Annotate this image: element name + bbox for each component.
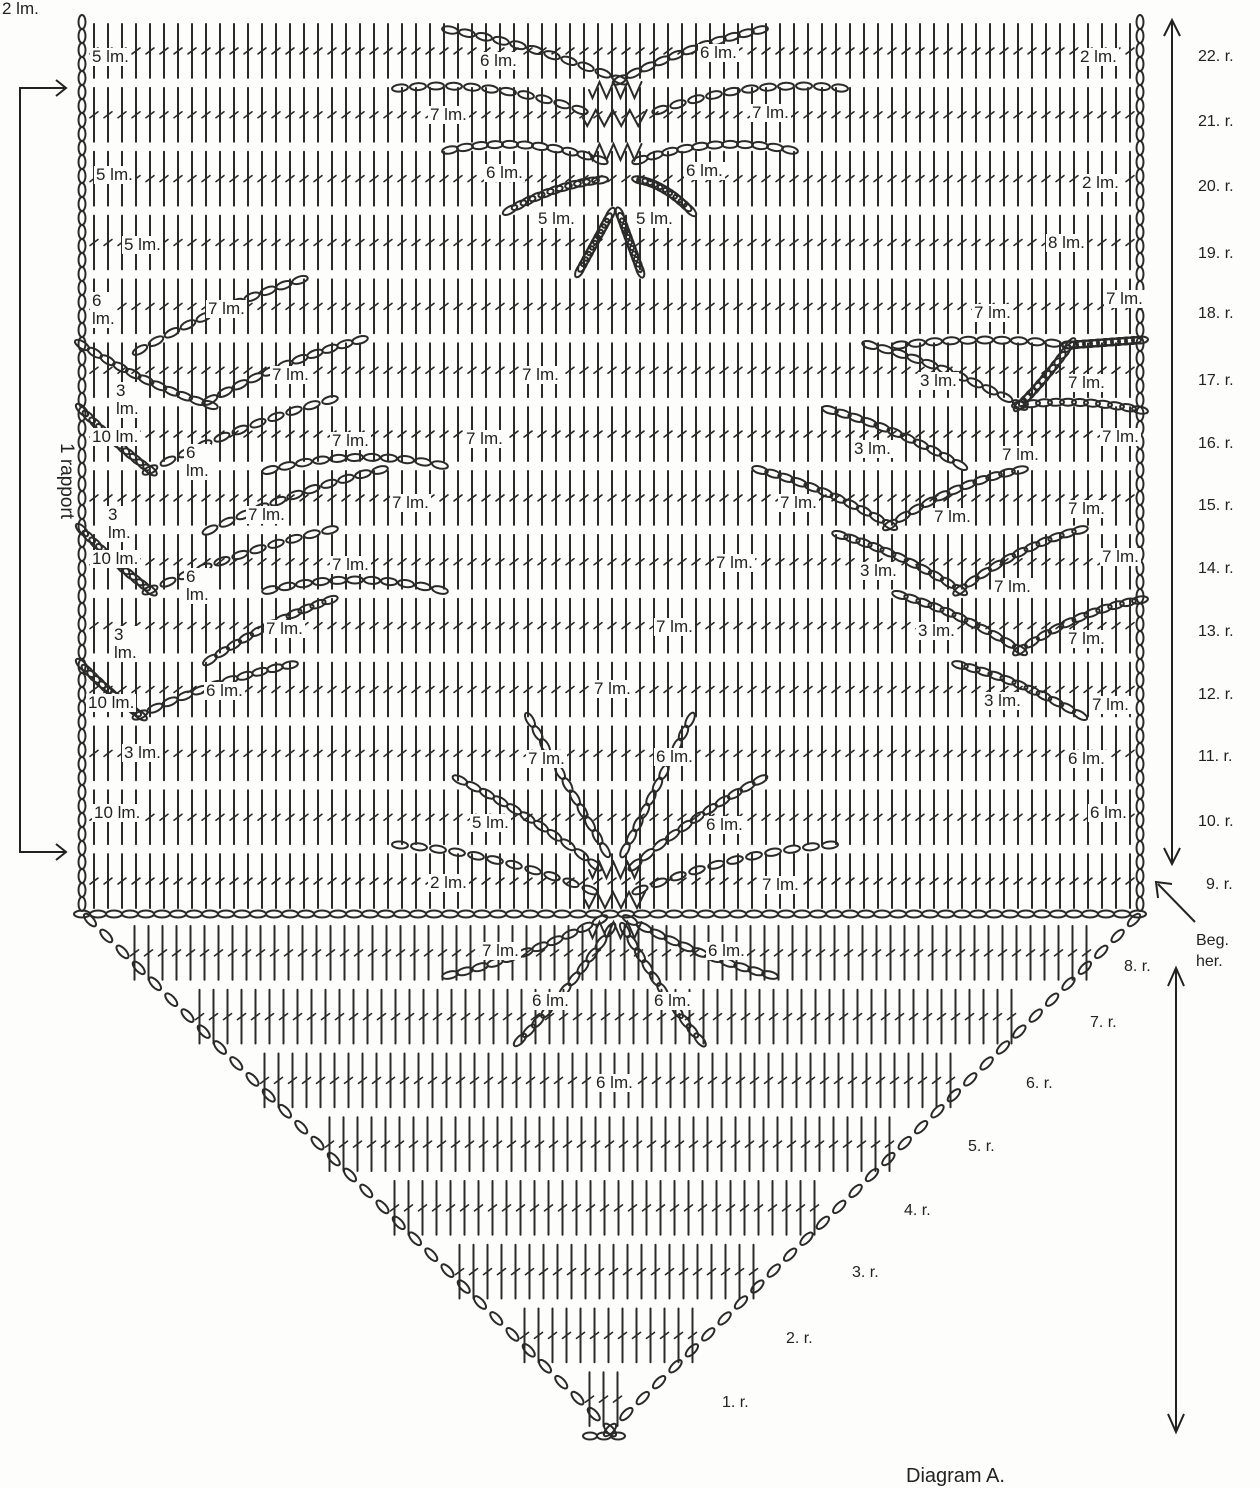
row-label: 14. r.	[1198, 560, 1234, 577]
chain-count-label: 6 lm.	[1090, 803, 1127, 822]
chain-count-label: 7 lm.	[528, 749, 565, 768]
row-label: 12. r.	[1198, 686, 1234, 703]
row-label: 13. r.	[1198, 623, 1234, 640]
chain-count-label: 3 lm.	[854, 439, 891, 458]
chain-count-label: 7 lm.	[430, 105, 467, 124]
chain-count-label: 6 lm.	[596, 1073, 633, 1092]
chain-count-label: 7 lm.	[482, 941, 519, 960]
chain-count-label: 7 lm.	[752, 103, 789, 122]
chain-count-label: 7 lm.	[1068, 499, 1105, 518]
chain-count-label: 6 lm.	[532, 991, 569, 1010]
row-label: 19. r.	[1198, 245, 1234, 262]
chain-count-label: 7 lm.	[1002, 445, 1039, 464]
chain-count-label: 6 lm.	[186, 443, 209, 480]
chain-count-label: 7 lm.	[974, 303, 1011, 322]
chain-count-label: 6 lm.	[206, 681, 243, 700]
row-label: 11. r.	[1198, 748, 1233, 765]
chain-count-label: 7 lm.	[522, 365, 559, 384]
row-label: 16. r.	[1198, 435, 1234, 452]
row-label: 7. r.	[1090, 1014, 1117, 1031]
chain-count-label: 10 lm.	[92, 427, 139, 446]
chain-count-label: 6 lm.	[92, 291, 115, 328]
chain-count-label: 7 lm.	[994, 577, 1031, 596]
chain-count-label: 7 lm.	[1102, 547, 1139, 566]
chain-count-label: 3 lm.	[116, 381, 139, 418]
row-label: 22. r.	[1198, 48, 1234, 65]
row-label: 20. r.	[1198, 178, 1234, 195]
chain-count-label: 3 lm.	[108, 505, 131, 542]
chain-count-label: 7 lm.	[1106, 289, 1143, 308]
row-label: 3. r.	[852, 1264, 879, 1281]
row-label: 2. r.	[786, 1330, 813, 1347]
begin-here-label: Beg. her.	[1196, 932, 1229, 970]
chain-count-label: 3 lm.	[920, 371, 957, 390]
chain-count-label: 7 lm.	[594, 679, 631, 698]
chain-count-label: 7 lm.	[762, 875, 799, 894]
row-label: 15. r.	[1198, 497, 1234, 514]
chain-count-label: 6 lm.	[486, 163, 523, 182]
row-label: 9. r.	[1206, 876, 1233, 893]
chain-count-label: 7 lm.	[208, 299, 245, 318]
row-label: 10. r.	[1198, 813, 1234, 830]
chain-count-label: 7 lm.	[248, 505, 285, 524]
chain-count-label: 2 lm.	[1080, 47, 1117, 66]
chain-count-label: 5 lm.	[538, 209, 575, 228]
row-label: 1. r.	[722, 1394, 749, 1411]
row-label: 21. r.	[1198, 113, 1234, 130]
chain-count-label: 7 lm.	[332, 555, 369, 574]
chain-count-label: 5 lm.	[472, 813, 509, 832]
chain-count-label: 8 lm.	[1048, 233, 1085, 252]
chain-count-label: 10 lm.	[92, 549, 139, 568]
chain-count-label: 7 lm.	[332, 431, 369, 450]
chain-count-label: 7 lm.	[716, 553, 753, 572]
row-label: 17. r.	[1198, 372, 1234, 389]
chain-count-label: 7 lm.	[392, 493, 429, 512]
chain-count-label: 3 lm.	[124, 743, 161, 762]
chain-count-label: 2 lm.	[1082, 173, 1119, 192]
chain-count-label: 6 lm.	[654, 991, 691, 1010]
chain-count-label: 3 lm.	[918, 621, 955, 640]
chain-count-label: 7 lm.	[780, 493, 817, 512]
chain-count-label: 6 lm.	[656, 747, 693, 766]
diagram-title: Diagram A.	[906, 1465, 1005, 1487]
chain-count-label: 7 lm.	[272, 365, 309, 384]
chain-count-label: 2 lm.	[430, 873, 467, 892]
chain-count-label: 3 lm.	[860, 561, 897, 580]
chain-count-label: 7 lm.	[656, 617, 693, 636]
chain-count-label: 6 lm.	[686, 161, 723, 180]
chain-count-label: 5 lm.	[96, 165, 133, 184]
chain-count-label: 5 lm.	[124, 235, 161, 254]
chain-count-label: 3 lm.	[984, 691, 1021, 710]
chain-count-label: 7 lm.	[466, 429, 503, 448]
chain-count-label: 7 lm.	[1068, 629, 1105, 648]
chain-count-label: 6 lm.	[1068, 749, 1105, 768]
chain-count-label: 6 lm.	[708, 941, 745, 960]
row-label: 8. r.	[1124, 958, 1151, 975]
chain-count-label: 5 lm.	[92, 47, 129, 66]
chain-count-label: 5 lm.	[636, 209, 673, 228]
row-label: 4. r.	[904, 1202, 931, 1219]
chain-count-label: 7 lm.	[1068, 373, 1105, 392]
row-label: 5. r.	[968, 1138, 995, 1155]
chain-count-label: 7 lm.	[1092, 695, 1129, 714]
chain-count-label: 3 lm.	[114, 625, 137, 662]
chain-count-label: 6 lm.	[700, 43, 737, 62]
chain-count-label: 6 lm.	[480, 51, 517, 70]
row-label: 18. r.	[1198, 305, 1234, 322]
chain-count-label: 10 lm.	[88, 693, 135, 712]
chain-count-label: 6 lm.	[706, 815, 743, 834]
chain-count-label: 7 lm.	[934, 507, 971, 526]
chain-count-label: 7 lm.	[266, 619, 303, 638]
chain-count-label: 6 lm.	[186, 567, 209, 604]
chain-count-label: 10 lm.	[94, 803, 141, 822]
chain-count-label: 7 lm.	[1102, 427, 1139, 446]
chain-count-label: 2 lm.	[2, 0, 39, 18]
rapport-label: 1 rapport	[56, 442, 78, 520]
row-label: 6. r.	[1026, 1075, 1053, 1092]
